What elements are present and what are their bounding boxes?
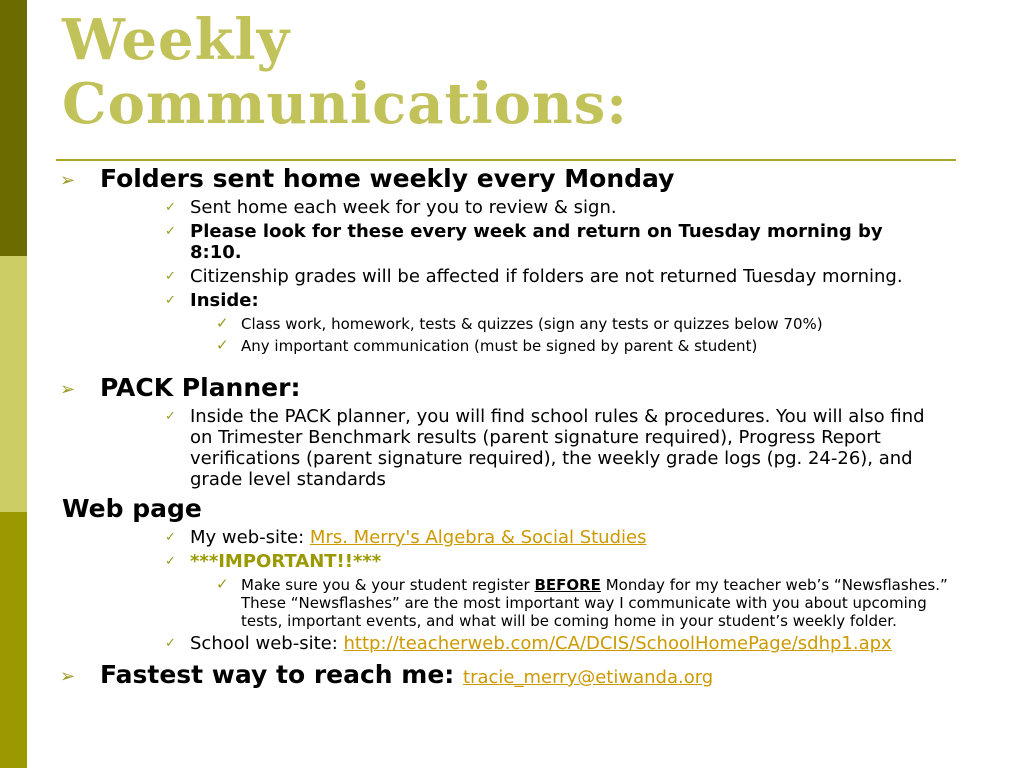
list-item — [165, 290, 940, 311]
folders-heading-text: Folders sent home weekly every Monday — [100, 164, 675, 193]
school-site-label: School web-site: — [190, 633, 344, 654]
list-item — [165, 551, 940, 572]
checkmark-icon: ✓ — [165, 269, 176, 284]
slide-body — [0, 164, 1024, 693]
list-item — [216, 314, 950, 333]
web-heading: Web page — [62, 494, 202, 523]
checkmark-icon: ✓ — [216, 575, 229, 593]
list-item — [165, 266, 940, 287]
list-item — [216, 336, 950, 355]
contact-heading — [60, 660, 964, 693]
list-item — [165, 527, 940, 548]
folders-item-text: Citizenship grades will be affected if folders are not returned Tuesday morning. — [190, 266, 903, 287]
title-line-2: Communications: — [62, 71, 628, 137]
planner-heading-text: PACK Planner: — [100, 373, 301, 402]
checkmark-icon: ✓ — [165, 409, 176, 424]
register-text-start: Make sure you & your student register — [241, 576, 535, 594]
contact-heading-text: Fastest way to reach me: — [100, 660, 464, 689]
folders-item-text: Inside: — [190, 290, 259, 311]
register-text-end: Monday for my teacher web’s “Newsflashes.” These “Newsflashes” are the most important way I communicate with you about upcoming tests, important events, and what will be coming home in your student’s weekly folder. — [241, 576, 948, 630]
checkmark-icon: ✓ — [165, 200, 176, 215]
list-item — [165, 633, 940, 654]
list-item — [165, 197, 940, 218]
important-text: ***IMPORTANT!!*** — [190, 551, 382, 572]
register-before-emphasis: BEFORE — [534, 576, 601, 594]
folders-item-text: Please look for these every week and return on Tuesday morning by 8:10. — [190, 221, 883, 263]
checkmark-icon: ✓ — [216, 314, 229, 332]
arrow-bullet-icon: ➢ — [60, 666, 76, 687]
inside-item-text: Class work, homework, tests & quizzes (sign any tests or quizzes below 70%) — [241, 315, 823, 333]
arrow-bullet-icon: ➢ — [60, 170, 76, 191]
email-link[interactable]: tracie_merry@etiwanda.org — [463, 667, 714, 688]
title-line-1: Weekly — [62, 7, 291, 73]
folders-heading — [60, 164, 964, 194]
checkmark-icon: ✓ — [165, 554, 176, 569]
checkmark-icon: ✓ — [165, 530, 176, 545]
site-label: My web-site: — [190, 527, 310, 548]
planner-heading — [60, 373, 964, 403]
list-item — [165, 406, 940, 490]
school-site-link[interactable]: http://teacherweb.com/CA/DCIS/SchoolHomePage/sdhp1.apx — [343, 633, 892, 654]
title-divider — [56, 159, 956, 161]
checkmark-icon: ✓ — [165, 224, 176, 239]
folders-item-text: Sent home each week for you to review & sign. — [190, 197, 617, 218]
list-item — [165, 221, 940, 263]
checkmark-icon: ✓ — [165, 636, 176, 651]
planner-item-text: Inside the PACK planner, you will find school rules & procedures. You will also find on Trimester Benchmark results (parent signature required), Progress Report verifications (parent signature required), the weekly grade logs (pg. 24-26), and grade level standards — [190, 406, 925, 490]
teacher-site-link[interactable]: Mrs. Merry's Algebra & Social Studies — [309, 527, 647, 548]
arrow-bullet-icon: ➢ — [60, 379, 76, 400]
checkmark-icon: ✓ — [165, 293, 176, 308]
checkmark-icon: ✓ — [216, 336, 229, 354]
page-title — [62, 8, 628, 136]
list-item — [216, 575, 950, 630]
inside-item-text: Any important communication (must be signed by parent & student) — [241, 337, 758, 355]
